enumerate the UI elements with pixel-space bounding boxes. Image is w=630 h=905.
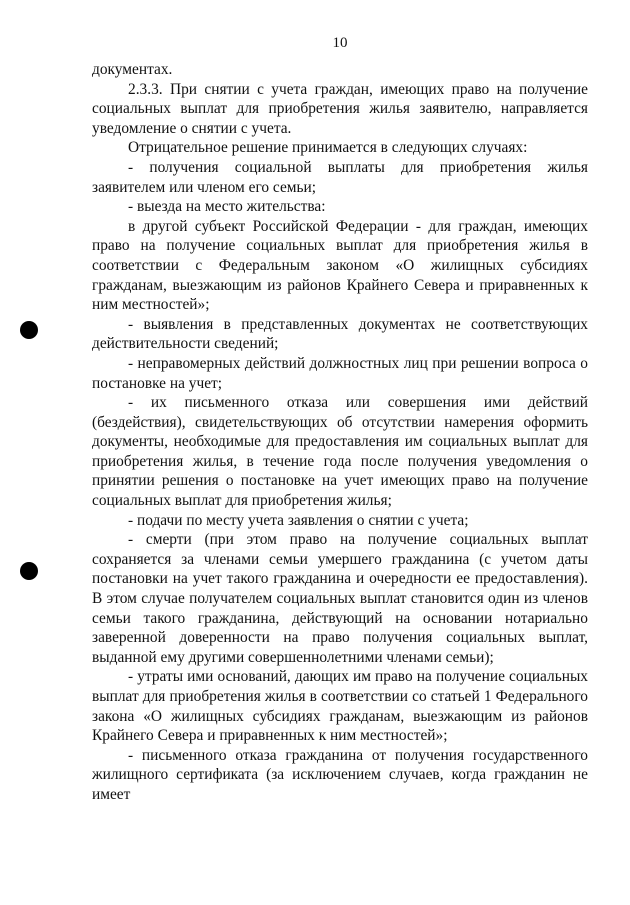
list-item: - утраты ими оснований, дающих им право на получение социальных выплат для приобретения жилья в соответствии со статьей 1 Федерального закона «О жилищных субсидиях гражданам, выезжающим из районов Крайнего Севера и приравненных к ним местностей»; bbox=[92, 668, 588, 745]
page-number: 10 bbox=[332, 35, 348, 51]
paragraph: Отрицательное решение принимается в следующих случаях: bbox=[128, 139, 528, 157]
paragraph: документах. bbox=[92, 61, 173, 78]
binder-hole-mark bbox=[20, 562, 38, 580]
binder-hole-mark bbox=[20, 321, 38, 339]
paragraph: в другой субъект Российской Федерации - для граждан, имеющих право на получение социальных выплат для приобретения жилья в соответствии с Федеральным законом «О жилищных субсидиях гражданам, выезжающим из районов Крайнего Севера и приравненных к ним местностей»; bbox=[92, 217, 588, 314]
list-item: - подачи по месту учета заявления о снятии с учета; bbox=[128, 511, 469, 529]
document-body bbox=[92, 60, 588, 805]
list-item: - выявления в представленных документах не соответствующих действительности сведений; bbox=[92, 315, 588, 353]
list-item: - выезда на место жительства: bbox=[128, 198, 326, 216]
list-item: - получения социальной выплаты для приобретения жилья заявителем или членом его семьи; bbox=[92, 158, 588, 196]
list-item: - неправомерных действий должностных лиц при решении вопроса о постановке на учет; bbox=[92, 354, 588, 392]
list-item: - письменного отказа гражданина от получения государственного жилищного сертификата (за исключением случаев, когда гражданин не имеет bbox=[92, 746, 588, 803]
paragraph: 2.3.3. При снятии с учета граждан, имеющих право на получение социальных выплат для приобретения жилья заявителю, направляется уведомление о снятии с учета. bbox=[92, 80, 588, 137]
list-item: - смерти (при этом право на получение социальных выплат сохраняется за членами семьи умершего гражданина (с учетом даты постановки на учет такого гражданина и очередности ее предоставления). В этом случае получателем социальных выплат становится один из членов семьи такого гражданина, действующий на основании нотариально заверенной доверенности на право получения социальных выплат, выданной ему другими совершеннолетними членами семьи); bbox=[92, 531, 588, 666]
list-item: - их письменного отказа или совершения ими действий (бездействия), свидетельствующих об отсутствии намерения оформить документы, необходимые для предоставления им социальных выплат для приобретения жилья, в течение года после получения уведомления о принятии решения о постановке на учет имеющих право на получение социальных выплат для приобретения жилья; bbox=[92, 394, 588, 510]
